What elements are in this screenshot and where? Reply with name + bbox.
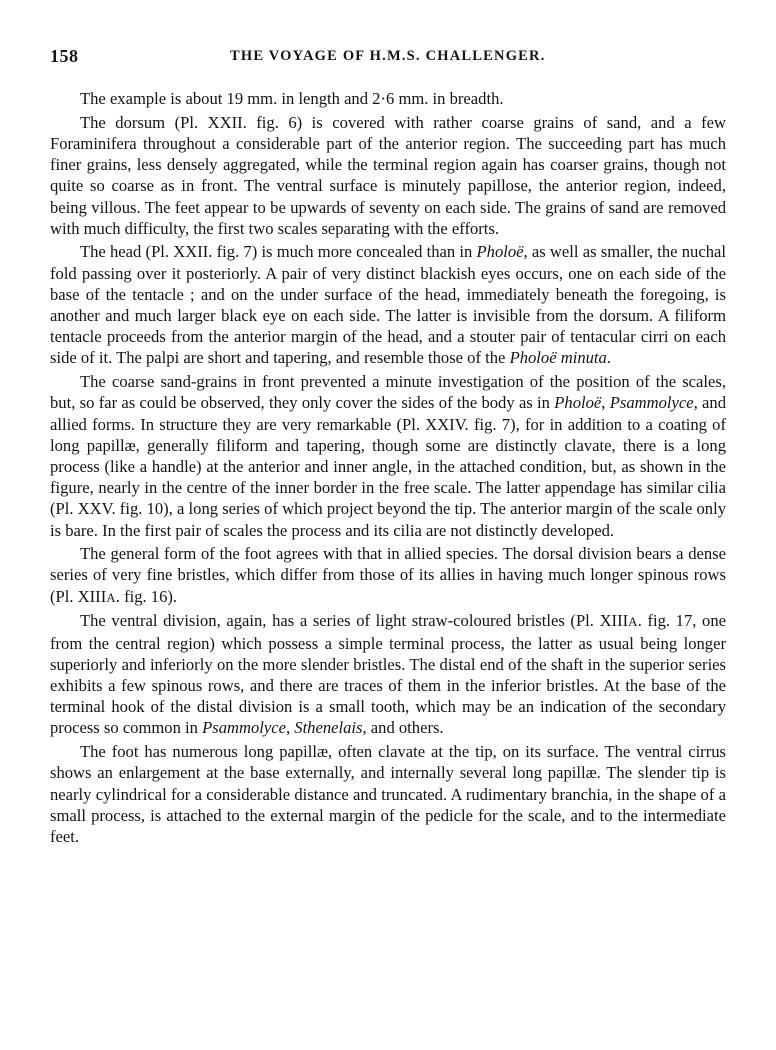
taxon-name: Psammolyce — [609, 393, 694, 413]
taxon-name: Psammolyce — [202, 718, 286, 738]
page-header — [50, 46, 726, 70]
paragraph-4: The coarse sand-grains in front prevented a minute investigation of the position of the scales, but, so far as could be observed, they only cover the sides of the body as in Pholoë, Psammolyce, and allied forms. In structure they are very remarkable (Pl. XXIV. fig. 7), for in addition to a coating of long papillæ, generally filiform and tapering, though some are distinctly clavate, there is a long process (like a handle) at the anterior and inner angle, in the attached condition, but, as shown in the figure, nearly in the centre of the inner border in the free scale. The latter appendage has similar cilia (Pl. XXV. fig. 10), a long series of which project beyond the tip. The anterior margin of the scale only is bare. In the first pair of scales the process and its cilia are not distinctly developed. — [50, 372, 727, 540]
paragraph-6: The ventral division, again, has a series of light straw-coloured bristles (Pl. XIIIA. fig. 17, one from the central region) which possess a simple terminal process, the latter as usual being longer superiorly and inferiorly on the more slender bristles. The distal end of the shaft in the superior series exhibits a few spinous rows, and there are traces of them in the inferior bristles. At the base of the terminal hook of the distal division is a small tooth, which may be an indication of the secondary process so common in Psammolyce, Sthenelais, and others. — [50, 611, 726, 738]
paragraph-5: The general form of the foot agrees with that in allied species. The dorsal division bears a dense series of very fine bristles, which differ from those of its allies in having much longer spinous rows (Pl. XIIIA. fig. 16). — [50, 544, 726, 606]
paragraph-1: The example is about 19 mm. in length and 2·6 mm. in breadth. — [80, 89, 504, 108]
taxon-name: Pholoë — [476, 242, 524, 262]
page-number: 158 — [50, 46, 79, 66]
taxon-name: Pholoë minuta — [509, 348, 607, 368]
taxon-name: Pholoë — [554, 393, 602, 413]
running-title: THE VOYAGE OF H.M.S. CHALLENGER. — [230, 48, 546, 64]
paragraph-2: The dorsum (Pl. XXII. fig. 6) is covered with rather coarse grains of sand, and a few Foraminifera throughout a considerable part of the anterior region. The succeeding part has much finer grains, less densely aggregated, while the terminal region again has coarser grains, though not quite so coarse as in front. The ventral surface is minutely papillose, the anterior region, indeed, being villous. The feet appear to be upwards of seventy on each side. The grains of sand are removed with much difficulty, the first two scales separating with the efforts. — [50, 112, 726, 238]
paragraph-7: The foot has numerous long papillæ, often clavate at the tip, on its surface. The ventral cirrus shows an enlargement at the base externally, and internally several long papillæ. The slender tip is nearly cylindrical for a considerable distance and truncated. A rudimentary branchia, in the shape of a small process, is attached to the external margin of the pedicle for the scale, and to the intermediate feet. — [50, 742, 726, 846]
taxon-name: Sthenelais — [294, 718, 363, 738]
paragraph-3: The head (Pl. XXII. fig. 7) is much more concealed than in Pholoë, as well as smaller, the nuchal fold passing over it posteriorly. A pair of very distinct blackish eyes occurs, one on each side of the base of the tentacle ; and on the under surface of the head, immediately beneath the foregoing, is another and much larger black eye on each side. The latter is invisible from the dorsum. A filiform tentacle proceeds from the anterior margin of the head, and a stouter pair of tentacular cirri on each side of it. The palpi are short and tapering, and resemble those of the Pholoë minuta. — [50, 242, 726, 368]
body-text — [50, 88, 726, 850]
